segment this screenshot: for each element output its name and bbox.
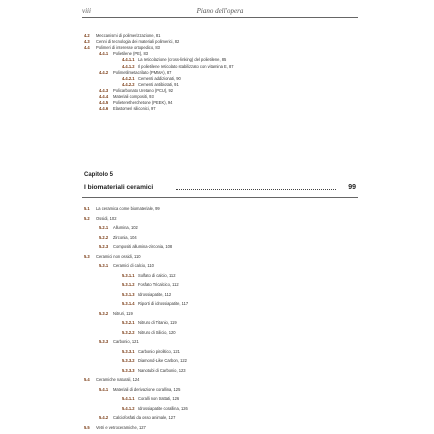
running-title: Piano dell'opera (196, 7, 244, 15)
toc-entry-number: 5.4 (84, 377, 90, 382)
dot-leader (176, 189, 336, 190)
toc-entry-number: 5.5 (84, 424, 90, 430)
chapter-caption: Capitolo 5 (84, 172, 114, 178)
toc-entry-number: 5.3.2.1 (122, 320, 135, 325)
toc-entry-number: 5.4.1 (99, 386, 109, 392)
toc-entry-number: 4.4.4 (99, 94, 109, 99)
toc-entry-number: 5.3.1.1 (122, 272, 135, 278)
toc-entry-number: 5.4.1.2 (122, 405, 135, 411)
toc-entry-text: Calciofosfati da osso animale, 127 (113, 415, 176, 420)
page-number: viii (82, 7, 91, 15)
toc-entry-number: 4.3 (84, 39, 90, 45)
toc-entry-number: 5.3.3 (99, 339, 109, 344)
toc-entry-text: Materiali di derivazione corallina, 125 (113, 386, 181, 392)
toc-entry-text: Coralli non trattati, 126 (138, 396, 180, 401)
toc-entry-number: 5.4.1.1 (122, 396, 135, 401)
toc-entry-text: Polimetilmetacrilato (PMMA), 87 (113, 69, 172, 75)
toc-entry-text: Polietilene (PE), 83 (113, 51, 149, 57)
toc-entry-text: Polimeri di interesse ortopedico, 83 (96, 45, 160, 51)
toc-entry-number: 4.4.2 (99, 69, 109, 75)
toc-entry-number: 5.3.1 (99, 263, 109, 268)
chapter-heading[interactable] (84, 184, 356, 196)
toc-entry-text: La ceramica come biomateriale, 99 (96, 206, 160, 211)
toc-entry-text: Solfato di calcio, 112 (138, 272, 176, 278)
toc-entry-number: 4.4.1 (99, 51, 109, 57)
toc-entry-text: Elastomeri siliconici, 97 (113, 106, 156, 112)
toc-entry-number: 5.3.2 (99, 310, 109, 316)
chapter-rule (82, 197, 358, 198)
toc-entry-text: Compositi allumina-zirconia, 108 (113, 244, 173, 249)
toc-entry-text: Nitruro di Silicio, 120 (138, 329, 176, 335)
toc-entry-text: Idrossiapatite, 112 (138, 291, 172, 297)
toc-entry-text: Ceramiche naturali, 124 (96, 377, 140, 382)
toc-entry-number: 5.2.1 (99, 225, 109, 230)
toc-entry-text: Polieteretherchetone (PEEK), 94 (113, 100, 173, 106)
toc-entry-number: 4.2 (84, 33, 90, 38)
toc-entry-text: Fosfato Tricalcico, 112 (138, 282, 179, 287)
chapter-title: I biomateriali ceramici (84, 184, 154, 191)
toc-entry-text: Nitruro di Titanio, 119 (138, 320, 177, 325)
toc-entry-text: Allumina, 102 (113, 225, 138, 230)
toc-entry-number: 4.4.6 (99, 106, 109, 112)
toc-entry-text: Ceramici non ossidi, 110 (96, 253, 141, 259)
toc-entry-number: 5.2 (84, 215, 90, 221)
toc-entry-text: Riporti di idrossiapatite, 117 (138, 301, 189, 306)
toc-entry-text: Nanotubi di Carbonio, 123 (138, 367, 186, 373)
toc-entry-number: 5.3.1.4 (122, 301, 135, 306)
toc-entry-number: 4.4.3 (99, 87, 109, 93)
toc-entry-number: 5.2.2 (99, 234, 109, 240)
toc-entry-text: Ossidi, 102 (96, 215, 117, 221)
toc-entry-text: Ceramici di calcio, 110 (113, 263, 154, 268)
toc-entry-number: 5.3.2.2 (122, 329, 135, 335)
toc-entry-text: Cenni di tecnologia dei materiali polimerici, 82 (96, 39, 180, 45)
toc-entry-number: 5.1 (84, 206, 90, 211)
toc-entry-text: Policarbonato Uretano (PCU), 92 (113, 87, 174, 93)
toc-entry-number: 4.4.2.1 (122, 75, 135, 81)
header-rule (82, 17, 358, 18)
toc-entry-text: Idrossiapatite corallina, 126 (138, 405, 188, 411)
toc-entry-text: Materiali compositi, 93 (113, 94, 154, 99)
toc-entry-number: 5.3.3.1 (122, 348, 135, 354)
toc-entry-text: Meccanismi di polimerizzazione, 81 (96, 33, 161, 38)
toc-entry-number: 4.4.5 (99, 100, 109, 106)
toc-entry-number: 4.4 (84, 45, 90, 51)
toc-entry-number: 5.2.3 (99, 244, 109, 249)
toc-entry-text: Nitruri, 119 (113, 310, 133, 316)
toc-entry-number: 4.4.2.2 (122, 81, 135, 87)
toc-entry-number: 5.3.3.3 (122, 367, 135, 373)
toc-entry-text: Carbonio pirolitico, 121 (138, 348, 180, 354)
toc-entry-number: 5.3.1.2 (122, 282, 135, 287)
toc-entry-number: 5.3.3.2 (122, 358, 135, 363)
toc-entry-number: 5.3.1.3 (122, 291, 135, 297)
toc-entry-number: 5.3 (84, 253, 90, 259)
toc-entry-number: 5.4.2 (99, 415, 109, 420)
toc-entry-text: La reticolazione (cross-linking) del polietilene, 85 (138, 57, 227, 63)
toc-entry-number: 4.4.1.2 (122, 63, 135, 69)
toc-entry-number: 4.4.1.1 (122, 57, 135, 63)
page-header (82, 7, 358, 17)
chapter-page: 99 (348, 184, 356, 191)
toc-entry-text: Cementi addizionati, 90 (138, 75, 181, 81)
toc-entry-text: Carbonio, 121 (113, 339, 139, 344)
toc-entry-text: Diamond-Like Carbon, 122 (138, 358, 187, 363)
toc-entry-text: Vetri e vetroceramiche, 127 (96, 424, 146, 430)
toc-entry-text: Cementi antibiotati, 91 (138, 81, 179, 87)
toc-entry-text: Zirconia, 104 (113, 234, 137, 240)
toc-entry-text: Il polietilene reticolato stabilizzato con vitamina E, 87 (138, 63, 234, 69)
